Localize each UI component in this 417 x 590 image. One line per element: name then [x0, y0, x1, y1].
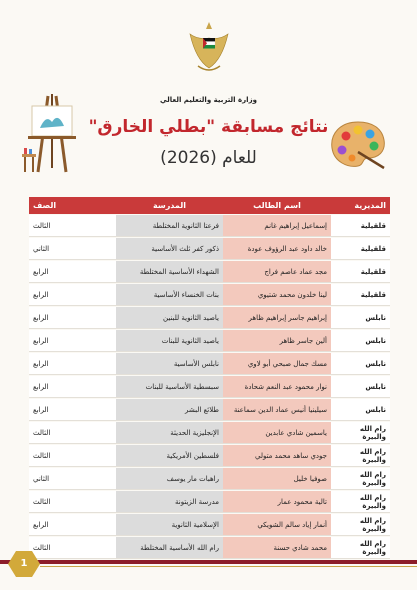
table-row	[29, 422, 390, 444]
cell-school: نابلس الأساسية	[116, 353, 223, 375]
header-directorate: المديرية	[331, 197, 390, 214]
cell-grade: الرابع	[29, 261, 116, 283]
cell-student: خالد داود عبد الرؤوف عودة	[223, 238, 331, 260]
cell-student: أنمار إياد سالم الشويكي	[223, 514, 331, 536]
cell-grade: الرابع	[29, 376, 116, 398]
cell-grade: الثاني	[29, 468, 116, 490]
table-row	[29, 307, 390, 329]
cell-school: سبسطية الأساسية للبنات	[116, 376, 223, 398]
table-row	[29, 399, 390, 421]
cell-grade: الرابع	[29, 399, 116, 421]
table-row	[29, 376, 390, 398]
cell-student: إبراهيم جاسر إبراهيم ظاهر	[223, 307, 331, 329]
cell-grade: الثاني	[29, 238, 116, 260]
cell-school: فلسطين الأمريكية	[116, 445, 223, 467]
table-row	[29, 491, 390, 513]
cell-directorate: قلقيلية	[331, 215, 390, 237]
page-title: نتائج مسابقة "بطلي الخارق"	[88, 117, 329, 137]
cell-grade: الثالث	[29, 422, 116, 444]
cell-directorate: رام الله والبيرة	[331, 491, 390, 513]
cell-school: ذكور كفر ثلث الأساسية	[116, 238, 223, 260]
cell-school: رام الله الأساسية المختلطة	[116, 537, 223, 559]
cell-student: ياسمين شادي عابدين	[223, 422, 331, 444]
table-row	[29, 284, 390, 306]
table-row	[29, 261, 390, 283]
cell-school: الإسلامية الثانوية	[116, 514, 223, 536]
cell-grade: الرابع	[29, 514, 116, 536]
cell-directorate: رام الله والبيرة	[331, 468, 390, 490]
cell-directorate: نابلس	[331, 399, 390, 421]
cell-grade: الثالث	[29, 491, 116, 513]
table-row	[29, 215, 390, 237]
cell-grade: الرابع	[29, 307, 116, 329]
cell-school: مدرسة الزيتونة	[116, 491, 223, 513]
table-row	[29, 330, 390, 352]
cell-student: ألين جاسر ظاهر	[223, 330, 331, 352]
cell-school: الإنجليزية الحديثة	[116, 422, 223, 444]
header-school: المدرسة	[116, 197, 223, 214]
cell-student: لينا خلدون محمد شتيوي	[223, 284, 331, 306]
cell-school: ياصيد الثانوية للبنات	[116, 330, 223, 352]
cell-directorate: رام الله والبيرة	[331, 514, 390, 536]
cell-school: فرعتا الثانوية المختلطة	[116, 215, 223, 237]
cell-directorate: قلقيلية	[331, 284, 390, 306]
cell-student: جودي ساهد محمد متولي	[223, 445, 331, 467]
header-grade: الصف	[29, 197, 116, 214]
cell-directorate: نابلس	[331, 330, 390, 352]
cell-student: محمد شادي حسنة	[223, 537, 331, 559]
cell-directorate: قلقيلية	[331, 238, 390, 260]
cell-student: نوار محمود عبد النعم شحادة	[223, 376, 331, 398]
table-row	[29, 445, 390, 467]
cell-school: الشهداء الأساسية المختلطة	[116, 261, 223, 283]
cell-student: إسماعيل إبراهيم غانم	[223, 215, 331, 237]
cell-directorate: نابلس	[331, 307, 390, 329]
footer-bar	[0, 560, 417, 564]
cell-directorate: رام الله والبيرة	[331, 537, 390, 559]
cell-grade: الثالث	[29, 537, 116, 559]
cell-school: راهبات مار يوسف	[116, 468, 223, 490]
table-row	[29, 537, 390, 559]
cell-directorate: نابلس	[331, 376, 390, 398]
cell-school: ياصيد الثانوية للبنين	[116, 307, 223, 329]
cell-grade: الرابع	[29, 353, 116, 375]
cell-student: تالية محمود عمار	[223, 491, 331, 513]
table-header-row	[29, 197, 390, 214]
footer-line	[40, 566, 417, 567]
cell-student: سيلينيا أنيس عماد الدين سماعنة	[223, 399, 331, 421]
cell-directorate: نابلس	[331, 353, 390, 375]
results-table	[29, 196, 390, 560]
cell-grade: الرابع	[29, 284, 116, 306]
page-number: 1	[20, 558, 28, 569]
cell-school: بنات الخنساء الأساسية	[116, 284, 223, 306]
cell-grade: الثالث	[29, 445, 116, 467]
table-row	[29, 238, 390, 260]
table-row	[29, 353, 390, 375]
page-subtitle-year: للعام (2026)	[160, 148, 257, 168]
cell-directorate: رام الله والبيرة	[331, 422, 390, 444]
cell-student: صوفيا خليل	[223, 468, 331, 490]
cell-grade: الرابع	[29, 330, 116, 352]
cell-school: طلائع البشر	[116, 399, 223, 421]
cell-grade: الثالث	[29, 215, 116, 237]
ministry-emblem	[186, 20, 232, 78]
ministry-name: وزارة التربية والتعليم العالي	[160, 96, 257, 104]
table-row	[29, 468, 390, 490]
cell-directorate: رام الله والبيرة	[331, 445, 390, 467]
cell-student: مجد عماد عاصم فراج	[223, 261, 331, 283]
cell-directorate: قلقيلية	[331, 261, 390, 283]
header-student: اسم الطالب	[223, 197, 331, 214]
cell-student: مسك جمال صبحي أبو لاوي	[223, 353, 331, 375]
table-row	[29, 514, 390, 536]
